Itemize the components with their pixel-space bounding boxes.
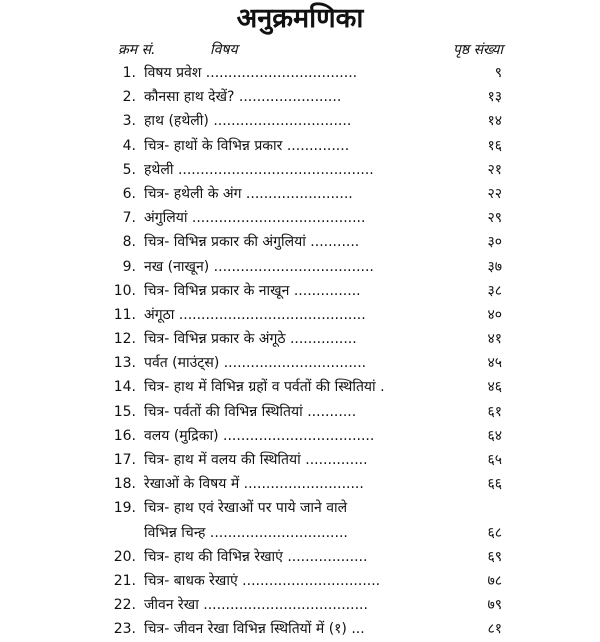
- entry-title: हाथ (हथेली) ...............................: [144, 113, 352, 130]
- entry-number: 6.: [122, 185, 136, 202]
- entry-number: 16.: [113, 427, 136, 444]
- entry-page: ६८: [487, 524, 502, 541]
- list-item: [0, 448, 600, 472]
- entry-title: रेखाओं के विषय में ...........................: [144, 476, 364, 493]
- list-item: [0, 400, 600, 424]
- entry-number: 23.: [113, 621, 136, 638]
- entry-number: 1.: [122, 65, 136, 81]
- entry-page: ६५: [487, 452, 502, 468]
- entry-title: हथेली ............................................: [144, 161, 374, 178]
- list-item: [0, 351, 600, 375]
- entry-page: २१: [487, 161, 502, 178]
- entry-number: 18.: [113, 476, 136, 493]
- entry-title: जीवन रेखा .....................................: [144, 597, 368, 614]
- list-item: [0, 230, 600, 254]
- header-serial-number: क्रम सं.: [118, 42, 156, 58]
- entry-title: चित्र- हाथ एवं रेखाओं पर पाये जाने वाले: [144, 500, 348, 517]
- entry-number: 15.: [113, 403, 136, 420]
- list-item: [0, 327, 600, 351]
- entry-page: ८१: [487, 621, 502, 638]
- list-item: [0, 158, 600, 182]
- list-item: [0, 496, 600, 520]
- entry-page: १४: [487, 113, 502, 130]
- list-item: [0, 255, 600, 279]
- entry-title: चित्र- विभिन्न प्रकार के नाखून ...............: [144, 282, 361, 299]
- list-item: [0, 569, 600, 593]
- entry-title: अंगुलियां .......................................: [144, 210, 366, 227]
- entry-title: चित्र- हाथों के विभिन्न प्रकार ..............: [144, 137, 350, 154]
- header-subject: विषय: [210, 42, 238, 58]
- entry-number: 19.: [113, 500, 136, 517]
- header-page-number: पृष्ठ संख्या: [452, 42, 503, 58]
- entry-title: चित्र- विभिन्न प्रकार के अंगूठे ...............: [144, 331, 357, 348]
- entry-number: 5.: [122, 161, 136, 178]
- list-item: [0, 109, 600, 133]
- list-item: [0, 521, 600, 545]
- entry-title: चित्र- विभिन्न प्रकार की अंगुलियां ...........: [144, 234, 360, 251]
- list-item: [0, 303, 600, 327]
- entry-number: 11.: [113, 306, 136, 323]
- entry-number: 3.: [122, 113, 136, 130]
- entry-title: नख (नाखून) ....................................: [144, 258, 374, 275]
- entry-title: चित्र- हथेली के अंग ........................: [144, 185, 353, 202]
- entry-title: विषय प्रवेश ..................................: [144, 65, 358, 81]
- entry-page: २९: [487, 210, 502, 227]
- table-of-contents: [0, 61, 600, 642]
- entry-title: चित्र- बाधक रेखाएं ...............................: [144, 572, 381, 589]
- entry-page: १६: [487, 137, 502, 154]
- list-item: [0, 85, 600, 109]
- entry-page: ४०: [487, 306, 502, 323]
- entry-number: 7.: [122, 210, 136, 227]
- list-item: [0, 134, 600, 158]
- entry-page: ६९: [487, 548, 502, 565]
- entry-number: 21.: [113, 572, 136, 589]
- entry-title: विभिन्न चिन्ह ...............................: [144, 524, 348, 541]
- entry-page: ६६: [487, 476, 502, 493]
- entry-page: ३८: [487, 282, 502, 299]
- entry-number: 10.: [113, 282, 136, 299]
- entry-page: १३: [487, 89, 502, 106]
- entry-title: चित्र- जीवन रेखा विभिन्न स्थितियों में (१) ...: [144, 621, 365, 638]
- entry-title: चित्र- हाथ में वलय की स्थितियां ..............: [144, 452, 368, 468]
- entry-number: 2.: [122, 89, 136, 106]
- entry-page: ४५: [487, 355, 502, 372]
- list-item: [0, 424, 600, 448]
- entry-number: 13.: [113, 355, 136, 372]
- column-header: [118, 40, 503, 60]
- page-title: अनुक्रमणिका: [236, 3, 364, 34]
- entry-title: अंगूठा ..........................................: [144, 306, 366, 323]
- entry-number: 17.: [113, 452, 136, 468]
- entry-number: 14.: [113, 379, 136, 396]
- entry-page: ३७: [487, 258, 502, 275]
- entry-page: ९: [494, 65, 502, 81]
- entry-page: ४१: [487, 331, 502, 348]
- entry-page: ६१: [487, 403, 502, 420]
- list-item: [0, 617, 600, 641]
- entry-page: ४६: [487, 379, 502, 396]
- entry-title: पर्वत (माउंट्स) ................................: [144, 355, 367, 372]
- list-item: [0, 545, 600, 569]
- entry-title: चित्र- हाथ की विभिन्न रेखाएं ..................: [144, 548, 368, 565]
- entry-number: 9.: [122, 258, 136, 275]
- entry-page: ३०: [487, 234, 502, 251]
- entry-page: ७९: [487, 597, 502, 614]
- list-item: [0, 206, 600, 230]
- entry-number: 12.: [113, 331, 136, 348]
- entry-title: कौनसा हाथ देखें? .......................: [144, 89, 342, 106]
- entry-title: वलय (मुद्रिका) ..................................: [144, 427, 375, 444]
- entry-page: ६४: [487, 427, 502, 444]
- list-item: [0, 279, 600, 303]
- entry-number: 22.: [113, 597, 136, 614]
- entry-number: 4.: [122, 137, 136, 154]
- list-item: [0, 182, 600, 206]
- entry-page: २२: [487, 185, 502, 202]
- list-item: [0, 593, 600, 617]
- entry-page: ७८: [487, 572, 502, 589]
- entry-number: 8.: [122, 234, 136, 251]
- list-item: [0, 375, 600, 399]
- list-item: [0, 472, 600, 496]
- list-item: [0, 61, 600, 85]
- entry-title: चित्र- हाथ में विभिन्न ग्रहों व पर्वतों की स्थितियां .: [144, 379, 385, 396]
- entry-number: 20.: [113, 548, 136, 565]
- entry-title: चित्र- पर्वतों की विभिन्न स्थितियां ...........: [144, 403, 357, 420]
